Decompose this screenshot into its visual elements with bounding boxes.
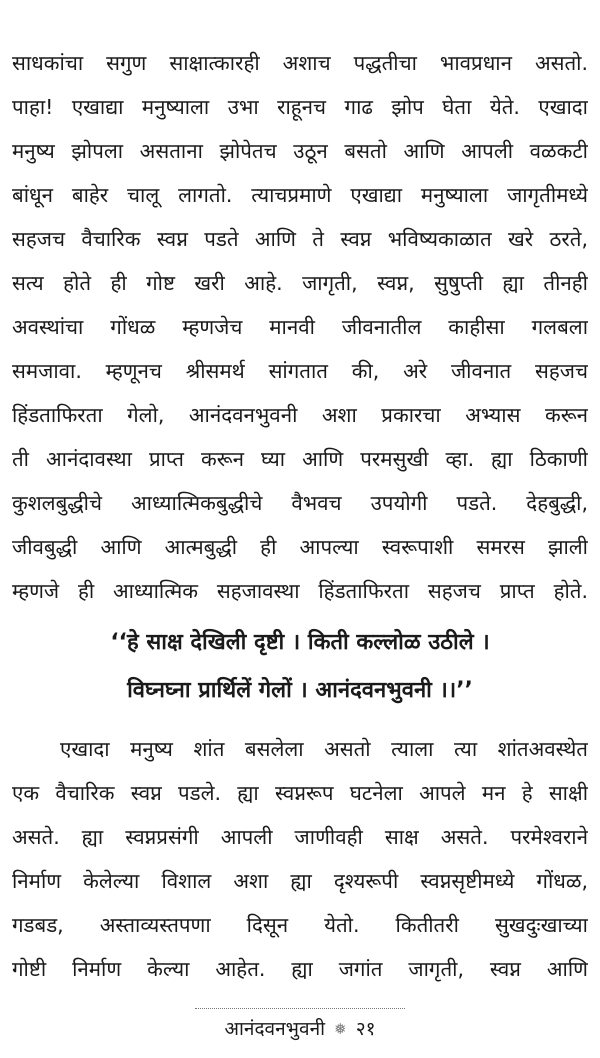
paragraph-1-line-12: जीवबुद्धी आणि आत्मबुद्धी ही आपल्या स्वरूपाशी समरस झाली <box>12 535 588 559</box>
verse-line-1: ‘‘हे साक्ष देखिली दृष्टी । किती कल्लोळ उठीले । <box>110 630 490 655</box>
paragraph-1-line-6: सत्य होते ही गोष्ट खरी आहे. जागृती, स्वप्न, सुषुप्ती ह्या तीनही <box>12 271 588 295</box>
paragraph-1-line-2: पाहा! एखाद्या मनुष्याला उभा राहूनच गाढ झोप घेता येते. एखादा <box>12 95 588 119</box>
verse-line-2: विघ्नघ्ना प्रार्थिलें गेलों । आनंदवनभुवनी ।।’’ <box>127 678 473 703</box>
page-number: २१ <box>355 1018 376 1040</box>
paragraph-1-line-1: साधकांचा सगुण साक्षात्कारही अशाच पद्धतीचा भावप्रधान असतो. <box>12 51 588 75</box>
paragraph-2-line-3: असते. ह्या स्वप्नप्रसंगी आपली जाणीवही साक्ष असते. परमेश्वराने <box>12 825 588 849</box>
paragraph-1-line-8: समजावा. म्हणूनच श्रीसमर्थ सांगतात की, अरे जीवनात सहजच <box>12 359 588 383</box>
paragraph-1-line-11: कुशलबुद्धीचे आध्यात्मिकबुद्धीचे वैभवच उपयोगी पडते. देहबुद्धी, <box>12 491 588 515</box>
flower-ornament-icon: ❅ <box>334 1020 347 1038</box>
paragraph-1-line-10: ती आनंदावस्था प्राप्त करून घ्या आणि परमसुखी व्हा. ह्या ठिकाणी <box>12 447 588 471</box>
footer-book-title: आनंदवनभुवनी <box>224 1018 326 1040</box>
paragraph-2-line-2: एक वैचारिक स्वप्न पडले. ह्या स्वप्नरूप घटनेला आपले मन हे साक्षी <box>12 781 588 805</box>
paragraph-1-line-9: हिंडताफिरता गेलो, आनंदवनभुवनी अशा प्रकारचा अभ्यास करून <box>12 403 588 427</box>
paragraph-2-line-5: गडबड, अस्ताव्यस्तपणा दिसून येतो. कितीतरी सुखदुःखाच्या <box>12 913 588 937</box>
paragraph-1-line-5: सहजच वैचारिक स्वप्न पडते आणि ते स्वप्न भविष्यकाळात खरे ठरते, <box>12 227 588 251</box>
paragraph-2-line-1: एखादा मनुष्य शांत बसलेला असतो त्याला त्या शांतअवस्थेत <box>60 737 588 761</box>
footer-divider <box>195 1008 405 1009</box>
paragraph-1-line-13: म्हणजे ही आध्यात्मिक सहजावस्था हिंडताफिरता सहजच प्राप्त होते. <box>12 579 588 603</box>
page-footer <box>0 1015 600 1043</box>
paragraph-1-line-3: मनुष्य झोपला असताना झोपेतच उठून बसतो आणि आपली वळकटी <box>12 139 588 163</box>
paragraph-1-line-4: बांधून बाहेर चालू लागतो. त्याचप्रमाणे एखाद्या मनुष्याला जागृतीमध्ये <box>12 183 588 207</box>
paragraph-1-line-7: अवस्थांचा गोंधळ म्हणजेच मानवी जीवनातील काहीसा गलबला <box>12 315 588 339</box>
paragraph-2-line-6: गोष्टी निर्माण केल्या आहेत. ह्या जगांत जागृती, स्वप्न आणि <box>12 957 588 981</box>
paragraph-2-line-4: निर्माण केलेल्या विशाल अशा ह्या दृश्यरूपी स्वप्नसृष्टीमध्ये गोंधळ, <box>12 869 588 893</box>
